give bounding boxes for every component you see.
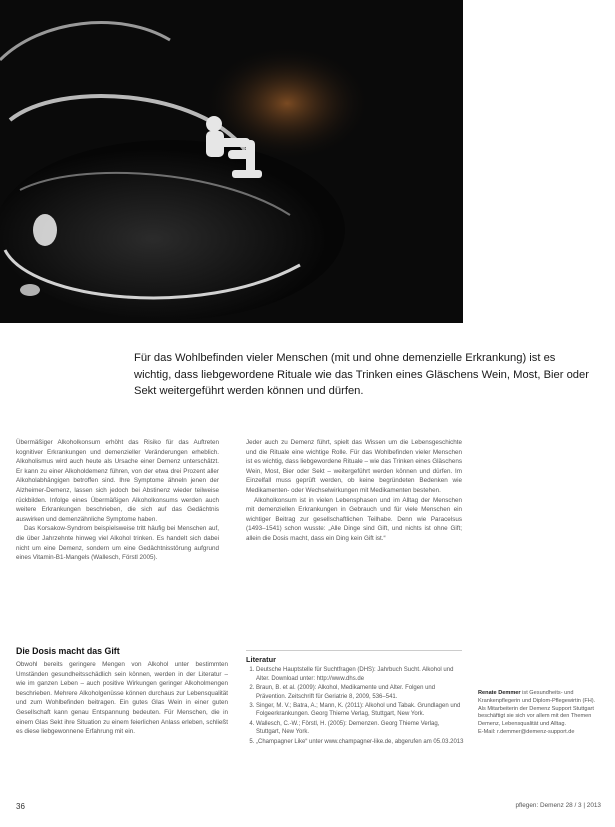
literature-item: 1. Deutsche Hauptstelle für Suchtfragen (DHS): Jahrbuch Sucht. Alkohol und Alter. Download unter: http://www.dhs.de (256, 666, 464, 683)
paragraph: Übermäßiger Alkoholkonsum erhöht das Risiko für das Auftreten kognitiver Erkrankungen und demenzieller Veränderungen erheblich. Alkoholismus wird auch heute als Ursache einer Demenz unterschätzt. Er kann zu einer Alkoholdemenz führen, von der etwa drei Prozent aller Alkoholabhängigen betroffen sind. Ihre Symptome ähneln jenen der Alzheimer-Demenz, lassen sich jedoch bei Abstinenz wieder teilweise rückbilden. Infolge eines Übermäßigen Alkoholkonsums werden auch weitere Erkrankungen beschrieben, die sich auf das Gedächtnis auswirken und demenzähnliche Symptome haben. (16, 439, 219, 523)
text-column-left (16, 438, 219, 563)
divider (246, 650, 462, 651)
paragraph: Jeder auch zu Demenz führt, spielt das Wissen um die Lebensgeschichte und die Rituale eine wichtige Rolle. Für das Wohlbefinden vieler Menschen ist es wichtig, dass liebgewordene Rituale – wie das Trinken eines Gläschens Wein, Most, Bier oder Sekt – weitergeführt werden können und dürfen. Im Einzelfall muss geprüft werden, ob keine begründeten Bedenken wie Medikamenten- oder Wechselwirkungen mit Medikamenten bestehen. (246, 439, 462, 494)
paragraph: Obwohl bereits geringere Mengen von Alkohol unter bestimmten Umständen gesundheitsschädlich sein können, werden in der Literatur – wie im ganzen Leben – auch positive Wirkungen geringer Alkoholmengen beschrieben. Mehrere Alkoholgenüsse können durchaus zur Lebensqualität und zum Wohlbefinden beitragen. Ein gutes Glas Wein in einer guten Gesellschaft kann genau Entspannung bedeuten. Für Menschen, die in einem Glas Sekt ihre Situation zu einem feierlichen Anlass erleben, schließt es diese liebgewonnene Erfahrung mit ein. (16, 661, 228, 736)
author-email: E-Mail: r.demmer@demenz-support.de (478, 728, 575, 735)
author-bio: ist Gesundheits- und Krankenpflegerin und Diplom-Pflegewirtin (FH). Als Mitarbeiterin der Demenz Support Stuttgart beschäftigt sie sich vor allem mit den Themen Demenz, Lebensqualität und Alltag. (478, 690, 596, 728)
section-heading: Die Dosis macht das Gift (16, 646, 120, 656)
literature-item: 2. Braun, B. et al. (2009): Alkohol, Medikamente und Alter. Folgen und Prävention. Zeitschrift für Geriatrie 8, 2009, 536–541. (256, 684, 464, 701)
literature-item: 3. Singer, M. V.; Batra, A.; Mann, K. (2011): Alkohol und Tabak. Grundlagen und Folgeerkrankungen. Georg Thieme Verlag, Stuttgart, New York. (256, 702, 464, 719)
paragraph: Alkoholkonsum ist in vielen Lebensphasen und im Alltag der Menschen mit demenziellen Erkrankungen in Gebrauch und für viele Menschen ein wichtiger Beitrag zur gesellschaftlichen Teilhabe. Denn wie Paracelsus (1493–1541) schon wusste: „Alle Dinge sind Gift, und nichts ist ohne Gift; allein die Dosis macht, dass ein Ding kein Gift ist.“ (246, 496, 462, 542)
text-column-right (246, 438, 462, 544)
author-box (478, 690, 598, 737)
hero-photo (0, 0, 463, 323)
paragraph: Das Korsakow-Syndrom beispielsweise tritt häufig bei Menschen auf, die über Jahrzehnte hinweg viel Alkohol trinken. Es handelt sich dabei nicht um eine Demenz, sondern um eine Gedächtnisstörung aufgrund eines Vitamin-B1-Mangels (Wallesch, Förstl 2005). (16, 525, 219, 562)
journal-footer: pflegen: Demenz 28 / 3 | 2013 (515, 802, 601, 809)
text-column-bottom (16, 660, 228, 737)
literature-list (246, 666, 464, 746)
page-number: 36 (16, 802, 25, 811)
literature-item: 4. Wallesch, C.-W.; Förstl, H. (2005): Demenzen. Georg Thieme Verlag, Stuttgart, New York. (256, 720, 464, 737)
literature-item: 5. „Champagner Like“ unter www.champagner-like.de, abgerufen am 05.03.2013 (256, 738, 464, 746)
photo-caption: Für das Wohlbefinden vieler Menschen (mit und ohne demenzielle Erkrankung) ist es wichtig, dass liebgewordene Rituale wie das Trinken eines Gläschens Wein, Most, Bier oder Sekt weitergeführt werden können und dürfen. (134, 352, 589, 397)
author-name: Renate Demmer (478, 690, 521, 696)
literature-heading: Literatur (246, 655, 276, 664)
literature-box (246, 656, 464, 747)
